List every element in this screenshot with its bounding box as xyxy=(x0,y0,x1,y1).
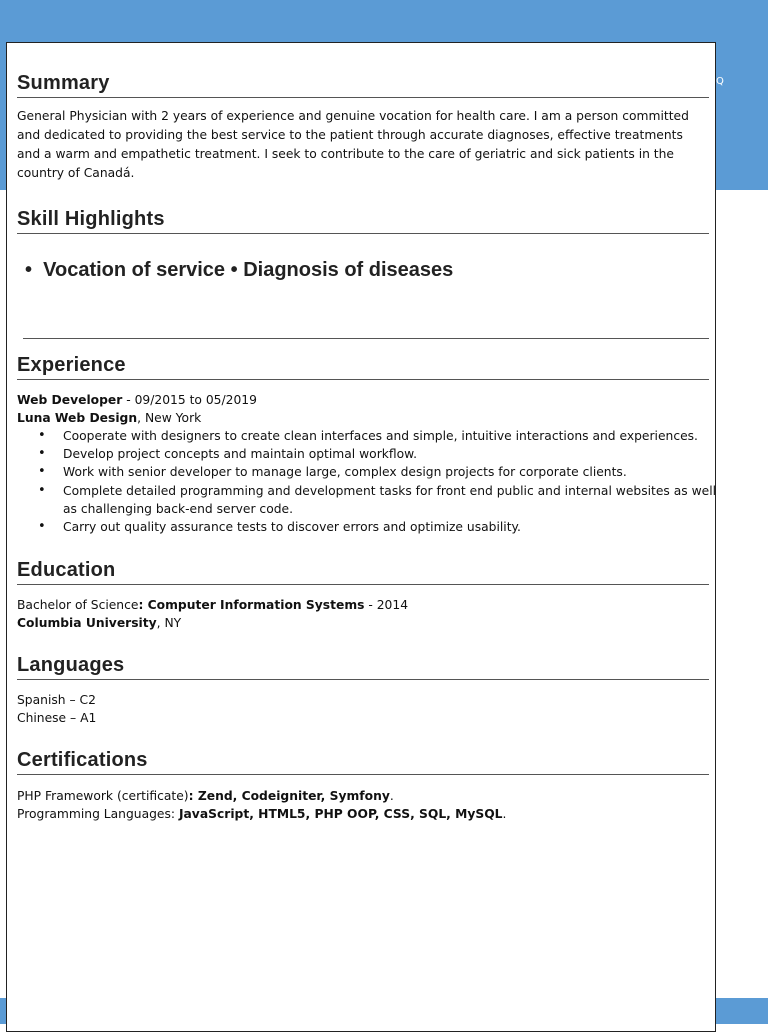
skills-bullet: • xyxy=(230,259,238,281)
list-item: • Develop project concepts and maintain optimal workflow. xyxy=(63,445,717,463)
certification-line xyxy=(17,805,506,823)
job-dates: - 09/2015 to 05/2019 xyxy=(122,393,257,407)
section-divider xyxy=(23,338,709,339)
language-item: Spanish – C2 xyxy=(17,693,96,707)
skills-bullet: • xyxy=(25,259,33,281)
list-item: • Work with senior developer to manage large, complex design projects for corporate clients. xyxy=(63,463,717,481)
job-duties-list xyxy=(17,427,717,536)
certifications-heading: Certifications xyxy=(17,748,709,775)
job-location: , New York xyxy=(137,411,202,425)
education-school-line xyxy=(17,614,181,632)
job-title: Web Developer xyxy=(17,393,123,407)
skill-item: Diagnosis of diseases xyxy=(243,259,454,281)
school-location: , NY xyxy=(156,616,182,630)
list-item: • Complete detailed programming and development tasks for front end public and internal websites as well as challenging back-end server code. xyxy=(63,482,717,518)
languages-heading: Languages xyxy=(17,653,709,680)
skills-heading: Skill Highlights xyxy=(17,207,709,234)
summary-heading: Summary xyxy=(17,71,709,98)
resume-page xyxy=(6,42,716,1032)
job-title-line xyxy=(17,391,257,409)
list-item: • Carry out quality assurance tests to discover errors and optimize usability. xyxy=(63,518,717,536)
job-company-line xyxy=(17,409,201,427)
summary-text: General Physician with 2 years of experience and genuine vocation for health care. I am a person committed and dedicated to providing the best service to the patient through accurate diagnoses, effective treatments and a warm and empathetic treatment. I seek to contribute to the care of geriatric and sick patients in the country of Canadá. xyxy=(17,109,689,180)
education-heading: Education xyxy=(17,558,709,585)
cert-prefix: Programming Languages: xyxy=(17,807,179,821)
job-company: Luna Web Design xyxy=(17,411,138,425)
school-name: Columbia University xyxy=(17,616,157,630)
skills-list xyxy=(25,259,705,282)
degree-year: - 2014 xyxy=(364,598,409,612)
skill-item: Vocation of service xyxy=(43,259,226,281)
cert-prefix: PHP Framework (certificate) xyxy=(17,789,189,803)
cert-end: . xyxy=(389,789,394,803)
list-item: • Cooperate with designers to create clean interfaces and simple, intuitive interactions and experiences. xyxy=(63,427,717,445)
education-degree-line xyxy=(17,596,408,614)
cert-end: . xyxy=(502,807,507,821)
degree-field: : Computer Information Systems xyxy=(138,598,365,612)
cert-values: : Zend, Codeigniter, Symfony xyxy=(188,789,390,803)
header-band-glyph: Q xyxy=(716,76,724,87)
certification-line xyxy=(17,787,394,805)
cert-values: JavaScript, HTML5, PHP OOP, CSS, SQL, MySQL xyxy=(178,807,503,821)
degree-prefix: Bachelor of Science xyxy=(17,598,139,612)
experience-heading: Experience xyxy=(17,353,709,380)
language-item: Chinese – A1 xyxy=(17,711,97,725)
